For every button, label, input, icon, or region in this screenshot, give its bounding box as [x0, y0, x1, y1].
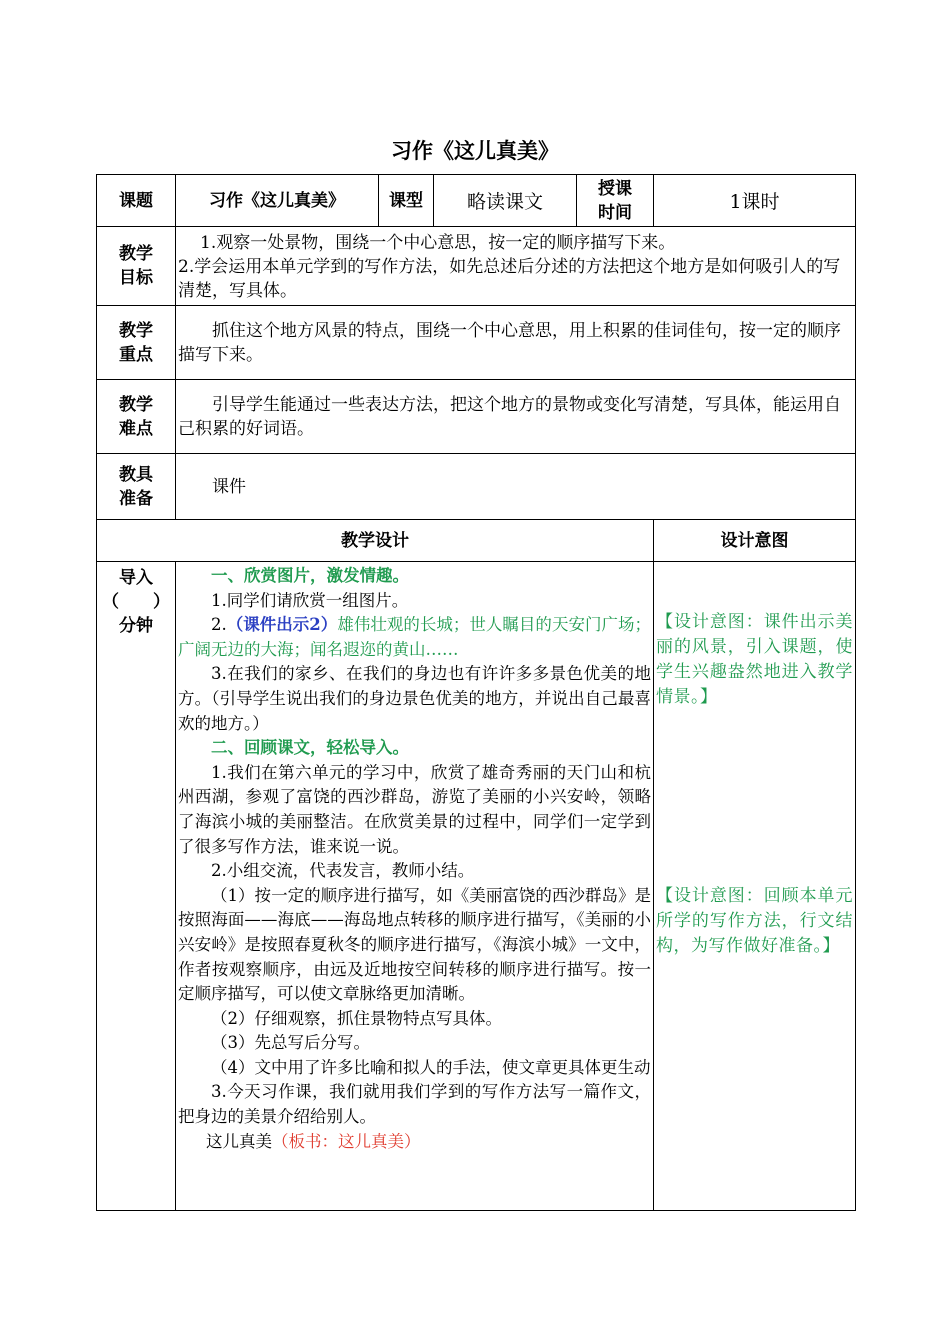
topic-value: 习作《这儿真美》 [176, 175, 379, 227]
topic-label: 课题 [97, 175, 176, 227]
time-label-line-2: 时间 [598, 202, 632, 223]
board-writing-line [178, 1130, 651, 1155]
objectives-label [97, 227, 176, 306]
design-heading-2: 二、回顾课文，轻松导入。 [211, 738, 409, 758]
design-paragraph: （2）仔细观察，抓住景物特点写具体。 [211, 1008, 502, 1028]
objective-1: 1.观察一处景物，围绕一个中心意思，按一定的顺序描写下来。 [200, 233, 676, 253]
section-label-line-3: 分钟 [119, 616, 153, 636]
time-label-line-1: 授课 [598, 178, 632, 199]
design-paragraph-2-number: 2. [211, 615, 227, 635]
objectives-label-line-2: 目标 [119, 268, 153, 288]
design-paragraph: 3.今天习作课，我们就用我们学到的写作方法写一篇作文，把身边的美景介绍给别人。 [178, 1082, 651, 1127]
courseware-cue: （课件出示2） [226, 615, 338, 635]
materials-row [97, 454, 856, 520]
board-note: （板书：这儿真美） [272, 1131, 421, 1151]
materials-label-line-2: 准备 [119, 488, 153, 509]
objectives-content [176, 227, 856, 306]
design-paragraph: 3.在我们的家乡、在我们的身边也有许许多多景色优美的地方。（引导学生说出我们的身边景色优美的地方，并说出自己最喜欢的地方。） [178, 664, 651, 733]
design-intent-2: 【设计意图：回顾本单元所学的写作方法，行文结构，为写作做好准备。】 [656, 886, 853, 956]
design-paragraph: 1.同学们请欣赏一组图片。 [211, 590, 409, 610]
materials-label [97, 454, 176, 520]
materials-label-line-1: 教具 [119, 464, 153, 485]
key-points-row [97, 306, 856, 380]
design-paragraph-2-text: 雄伟壮观的长城；世人瞩目的天安门广场；广阔无边的大海；闻名遐迩的黄山…… [178, 615, 651, 659]
section-label-line-2: （ ） [102, 592, 170, 612]
section-label-line-1: 导入 [119, 568, 153, 588]
teaching-design-header: 教学设计 [97, 520, 654, 562]
design-intent-header: 设计意图 [654, 520, 856, 562]
board-title: 这儿真美 [206, 1131, 272, 1151]
key-points-label-line-2: 重点 [119, 344, 153, 365]
difficulties-row [97, 380, 856, 454]
design-content [176, 562, 654, 1211]
design-intent-content [654, 562, 856, 1211]
objectives-row [97, 227, 856, 306]
key-points-label-line-1: 教学 [119, 320, 153, 341]
lesson-plan-table [96, 174, 856, 1211]
key-points-label [97, 306, 176, 380]
key-points-content: 抓住这个地方风景的特点，围绕一个中心意思，用上积累的佳词佳句，按一定的顺序描写下来。 [176, 306, 856, 380]
difficulties-label-line-2: 难点 [119, 418, 153, 439]
objectives-label-line-1: 教学 [119, 244, 153, 264]
design-header-row [97, 520, 856, 562]
design-paragraph: （3）先总写后分写。 [211, 1033, 370, 1053]
design-paragraph: （4）文中用了许多比喻和拟人的手法，使文章更具体更生动 [211, 1057, 651, 1077]
design-paragraph: 2.小组交流，代表发言，教师小结。 [211, 861, 475, 881]
design-content-row [97, 562, 856, 1211]
type-label: 课型 [379, 175, 434, 227]
difficulties-content: 引导学生能通过一些表达方法，把这个地方的景物或变化写清楚，写具体，能运用自己积累的好词语。 [176, 380, 856, 454]
difficulties-label-line-1: 教学 [119, 394, 153, 415]
header-row [97, 175, 856, 227]
design-paragraph-2 [178, 613, 651, 662]
time-label [577, 175, 654, 227]
design-paragraph: （1）按一定的顺序进行描写，如《美丽富饶的西沙群岛》是按照海面——海底——海岛地点转移的顺序进行描写，《美丽的小兴安岭》是按照春夏秋冬的顺序进行描写，《海滨小城》一文中，作者按观察顺序，由远及近地按空间转移的顺序进行描写。按一定顺序描写，可以使文章脉络更加清晰。 [178, 885, 651, 1004]
design-paragraph: 1.我们在第六单元的学习中，欣赏了雄奇秀丽的天门山和杭州西湖，参观了富饶的西沙群岛，游览了美丽的小兴安岭，领略了海滨小城的美丽整洁。在欣赏美景的过程中，同学们一定学到了很多写作方法，谁来说一说。 [178, 762, 651, 856]
design-intent-1: 【设计意图：课件出示美丽的风景，引入课题，使学生兴趣盎然地进入教学情景。】 [656, 612, 853, 707]
design-heading-1: 一、欣赏图片，激发情趣。 [211, 566, 409, 585]
materials-content: 课件 [176, 454, 856, 520]
difficulties-label [97, 380, 176, 454]
type-value: 略读课文 [434, 175, 577, 227]
objective-2: 2.学会运用本单元学到的写作方法，如先总述后分述的方法把这个地方是如何吸引人的写清楚，写具体。 [178, 257, 841, 301]
section-label [97, 562, 176, 1211]
time-value: 1课时 [654, 175, 856, 227]
page-title: 习作《这儿真美》 [391, 139, 559, 163]
